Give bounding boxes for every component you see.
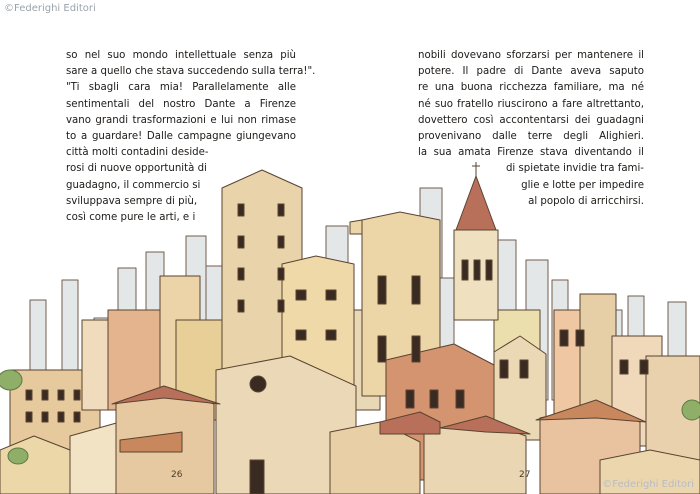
church-spire <box>456 176 496 230</box>
text-line: to a guardare! Dalle campagne giungevano <box>66 130 296 142</box>
text-line: so nel suo mondo intellettuale senza più <box>66 50 296 61</box>
text-line: potere. Il padre di Dante aveva saputo <box>418 66 644 78</box>
watermark-top: ©Federighi Editori <box>4 3 96 14</box>
text-line: glie e lotte per impedire <box>521 179 644 191</box>
text-line: provenivano dalle terre degli Alighieri. <box>418 130 644 142</box>
watermark-bottom: ©Federighi Editori <box>602 479 694 490</box>
text-line: al popolo di arricchirsi. <box>528 195 644 207</box>
text-line: né suo fratello riuscirono a fare altrettanto, <box>418 98 644 110</box>
text-line: sviluppava sempre di più, <box>66 195 198 207</box>
text-line: di spietate invidie tra fami- <box>505 163 644 175</box>
text-line: sare a quello che stava succedendo sulla terra!". <box>66 66 316 78</box>
text-line: guadagno, il commercio si <box>66 179 201 191</box>
text-line: la sua amata Firenze stava diventando il <box>418 147 644 159</box>
page-number-left: 26 <box>171 470 183 480</box>
text-line: nobili dovevano sforzarsi per mantenere il <box>418 50 644 61</box>
text-line: vano grandi trasformazioni e lui non rimase <box>66 114 296 126</box>
text-line: sentimentali del nostro Dante a Firenze <box>66 98 296 110</box>
text-line: re una buona ricchezza familiare, ma né <box>418 82 644 94</box>
text-line: dovettero così accontentarsi dei guadagni <box>418 114 644 126</box>
text-line: "Ti sbagli cara mia! Parallelamente alle <box>66 82 296 94</box>
city-illustration <box>0 160 700 494</box>
page-number-right: 27 <box>519 470 531 480</box>
text-line: città molti contadini deside- <box>66 147 209 159</box>
text-line: così come pure le arti, e i <box>66 211 196 223</box>
text-line: rosi di nuove opportunità di <box>66 163 207 175</box>
